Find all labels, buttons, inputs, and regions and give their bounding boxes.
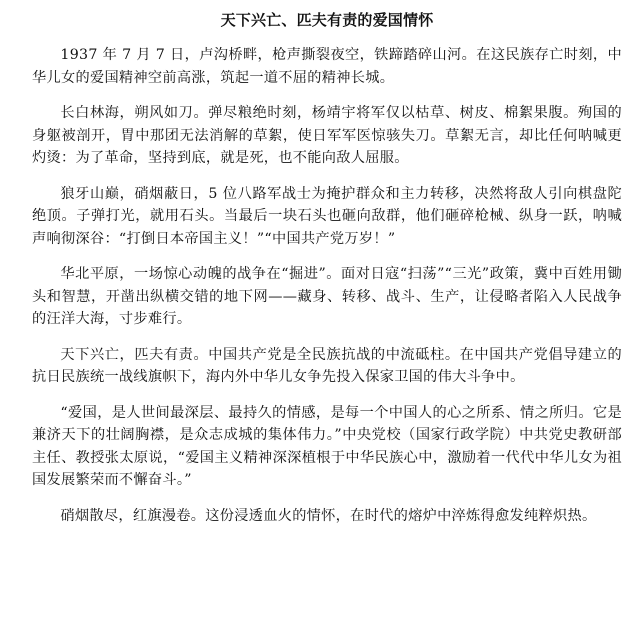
paragraph-2: 长白林海，朔风如刀。弹尽粮绝时刻，杨靖宇将军仅以枯草、树皮、棉絮果腹。殉国的身躯被剖开，胃中那团无法消解的草絮，使日军军医惊骇失刀。草絮无言，却比任何呐喊更灼烫：为了革命，坚持到底，就是死，也不能向敌人屈服。 <box>32 105 622 166</box>
paragraph-6: “爱国，是人世间最深层、最持久的情感，是每一个中国人的心之所系、情之所归。它是兼济天下的壮阔胸襟，是众志成城的集体伟力。”中央党校（国家行政学院）中共党史教研部主任、教授张太原说，“爱国主义精神深深植根于中华民族心中，激励着一代代中华儿女为祖国发展繁荣而不懈奋斗。” <box>32 404 622 488</box>
paragraph-4: 华北平原，一场惊心动魄的战争在“掘进”。面对日寇“扫荡”“三光”政策，冀中百姓用锄头和智慧，开凿出纵横交错的地下网——藏身、转移、战斗、生产，让侵略者陷入人民战争的汪洋大海，寸步难行。 <box>32 266 622 327</box>
article-title: 天下兴亡、匹夫有责的爱国情怀 <box>220 11 434 29</box>
paragraph-7: 硝烟散尽，红旗漫卷。这份浸透血火的情怀，在时代的熔炉中淬炼得愈发纯粹炽热。 <box>60 507 597 524</box>
paragraph-1: 1937 年 7 月 7 日，卢沟桥畔，枪声撕裂夜空，铁蹄踏碎山河。在这民族存亡时刻，中华儿女的爱国精神空前高涨，筑起一道不屈的精神长城。 <box>32 47 622 86</box>
paragraph-3: 狼牙山巅，硝烟蔽日，5 位八路军战士为掩护群众和主力转移，决然将敌人引向棋盘陀绝顶。子弹打光，就用石头。当最后一块石头也砸向敌群，他们砸碎枪械、纵身一跃，呐喊声响彻深谷：“打倒日本帝国主义！”“中国共产党万岁！” <box>32 185 622 247</box>
paragraph-5: 天下兴亡，匹夫有责。中国共产党是全民族抗战的中流砥柱。在中国共产党倡导建立的抗日民族统一战线旗帜下，海内外中华儿女争先投入保家卫国的伟大斗争中。 <box>32 346 622 385</box>
